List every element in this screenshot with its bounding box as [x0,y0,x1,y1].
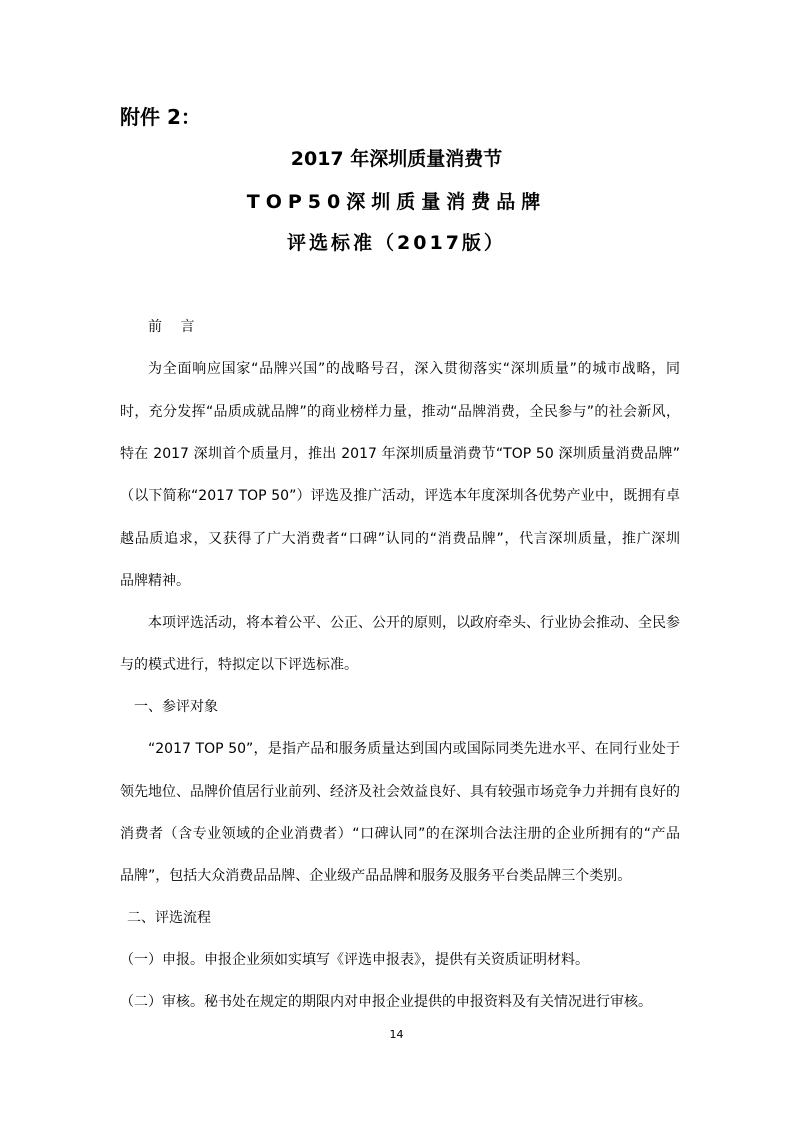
paragraph1-line-2: 时，充分发挥“品质成就品牌”的商业榜样力量，推动“品牌消费，全民参与”的社会新风， [120,404,680,420]
paragraph3-line-1: “2017 TOP 50”，是指产品和服务质量达到国内或国际同类先进水平、在同行业处于 [148,741,680,757]
paragraph3-line-2: 领先地位、品牌价值居行业前列、经济及社会效益良好、具有较强市场竞争力并拥有良好的 [120,784,680,800]
section1-heading: 一、参评对象 [134,699,218,715]
paragraph2-line-2: 与的模式进行，特拟定以下评选标准。 [120,657,358,673]
title-line-2: TOP50深圳质量消费品牌 [246,191,547,213]
paragraph1-line-3: 特在 2017 深圳首个质量月，推出 2017 年深圳质量消费节“TOP 50 深圳质量消费品牌” [120,446,680,462]
attachment-label: 附件 2： [120,105,201,129]
paragraph1-line-4: （以下简称“2017 TOP 50”）评选及推广活动，评选本年度深圳各优势产业中，既拥有卓 [120,488,680,504]
page-number: 14 [389,1028,404,1041]
paragraph1-line-6: 品牌精神。 [120,573,190,589]
section2-heading: 二、评选流程 [127,910,211,926]
preface-heading: 前 言 [148,319,195,335]
process-step-1: （一）申报。申报企业须如实填写《评选申报表》，提供有关资质证明材料。 [120,952,589,968]
paragraph1-line-1: 为全面响应国家“品牌兴国”的战略号召，深入贯彻落实“深圳质量”的城市战略，同 [148,361,680,377]
paragraph3-line-3: 消费者（含专业领域的企业消费者）“口碑认同”的在深圳合法注册的企业所拥有的“产品 [120,826,680,842]
process-step-2: （二）审核。秘书处在规定的期限内对申报企业提供的申报资料及有关情况进行审核。 [120,994,652,1010]
paragraph2-line-1: 本项评选活动，将本着公平、公正、公开的原则，以政府牵头、行业协会推动、全民参 [148,615,680,631]
paragraph1-line-5: 越品质追求，又获得了广大消费者“口碑”认同的“消费品牌”，代言深圳质量，推广深圳 [120,531,680,547]
title-line-3: 评选标准（2017版） [287,232,506,254]
paragraph3-line-4: 品牌”，包括大众消费品品牌、企业级产品品牌和服务及服务平台类品牌三个类别。 [120,868,632,884]
title-line-1: 2017 年深圳质量消费节 [290,148,503,170]
